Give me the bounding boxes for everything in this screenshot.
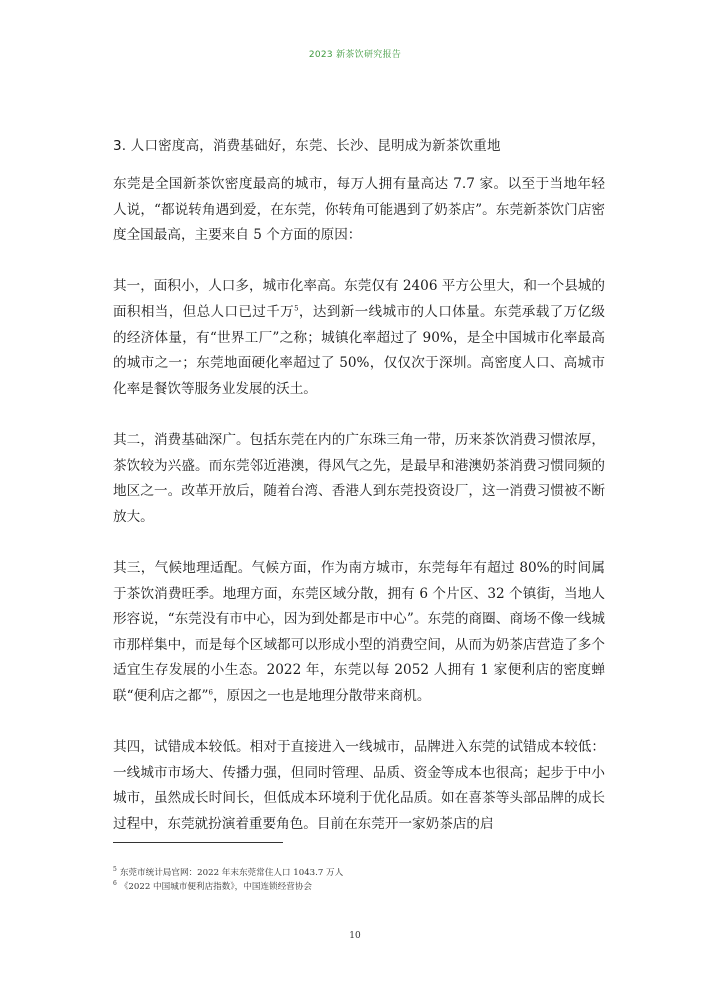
paragraph-intro: 东莞是全国新茶饮密度最高的城市，每万人拥有量高达 7.7 家。以至于当地年轻人说，“都说转角遇到爱，在东莞，你转角可能遇到了奶茶店”。东莞新茶饮门店密度全国最高，主要来自 5 个方面的原因： — [113, 176, 605, 244]
footnote-ref-6: 6 — [208, 688, 213, 697]
footnotes — [113, 866, 603, 894]
paragraph-reason-4: 其四，试错成本较低。相对于直接进入一线城市，品牌进入东莞的试错成本较低：一线城市市场大、传播力强，但同时管理、品质、资金等成本也很高；起步于中小城市，虽然成长时间长，但低成本环境利于优化品质。如在喜茶等头部品牌的成长过程中，东莞就扮演着重要角色。目前在东莞开一家奶茶店的启 — [113, 739, 605, 832]
page-number: 10 — [349, 931, 361, 941]
paragraph-reason-3-part-a: 其三，气候地理适配。气候方面，作为南方城市，东莞每年有超过 80%的时间属于茶饮消费旺季。地理方面，东莞区域分散，拥有 6 个片区、32 个镇街，当地人形容说，“东莞没有市中心，因为到处都是市中心”。东莞的商圈、商场不像一线城市那样集中，而是每个区域都可以形成小型的消费空间，从而为奶茶店营造了多个适宜生存发展的小生态。2022 年，东莞以每 2052 人拥有 1 家便利店的密度蝉联“便利店之都” — [113, 559, 605, 704]
footnote-number: 6 — [113, 880, 117, 888]
footnote-number: 5 — [113, 866, 117, 874]
page-header: 2023 新茶饮研究报告 — [308, 50, 402, 60]
paragraph-reason-3 — [113, 556, 605, 710]
paragraph-reason-1-part-a: 其一，面积小，人口多，城市化率高。东莞仅有 2406 平方公里大，和一个县城的面积相当，但总人口已过千万 — [113, 278, 605, 320]
footnote-text: 东莞市统计局官网：2022 年末东莞常住人口 1043.7 万人 — [119, 868, 344, 878]
paragraph-reason-3-part-b: ，原因之一也是地理分散带来商机。 — [212, 687, 431, 704]
paragraph-reason-1-part-b: ，达到新一线城市的人口体量。东莞承载了万亿级的经济体量，有“世界工厂”之称；城镇化率超过了 90%，是全中国城市化率最高的城市之一；东莞地面硬化率超过了 50%，仅仅次于深圳。高密度人口、高城市化率是餐饮等服务业发展的沃土。 — [113, 303, 606, 397]
section-title: 3. 人口密度高，消费基础好，东莞、长沙、昆明成为新茶饮重地 — [113, 138, 501, 154]
footnote-item — [113, 880, 603, 894]
footnote-ref-5: 5 — [294, 304, 299, 313]
footnote-divider — [113, 842, 283, 843]
footnote-text: 《2022 中国城市便利店指数》，中国连锁经营协会 — [119, 882, 313, 892]
paragraph-reason-1 — [113, 274, 605, 402]
paragraph-reason-2: 其二，消费基础深广。包括东莞在内的广东珠三角一带，历来茶饮消费习惯浓厚，茶饮较为兴盛。而东莞邻近港澳，得风气之先，是最早和港澳奶茶消费习惯同频的地区之一。改革开放后，随着台湾、香港人到东莞投资设厂，这一消费习惯被不断放大。 — [113, 431, 605, 525]
footnote-item — [113, 866, 603, 880]
body-text — [113, 172, 605, 863]
